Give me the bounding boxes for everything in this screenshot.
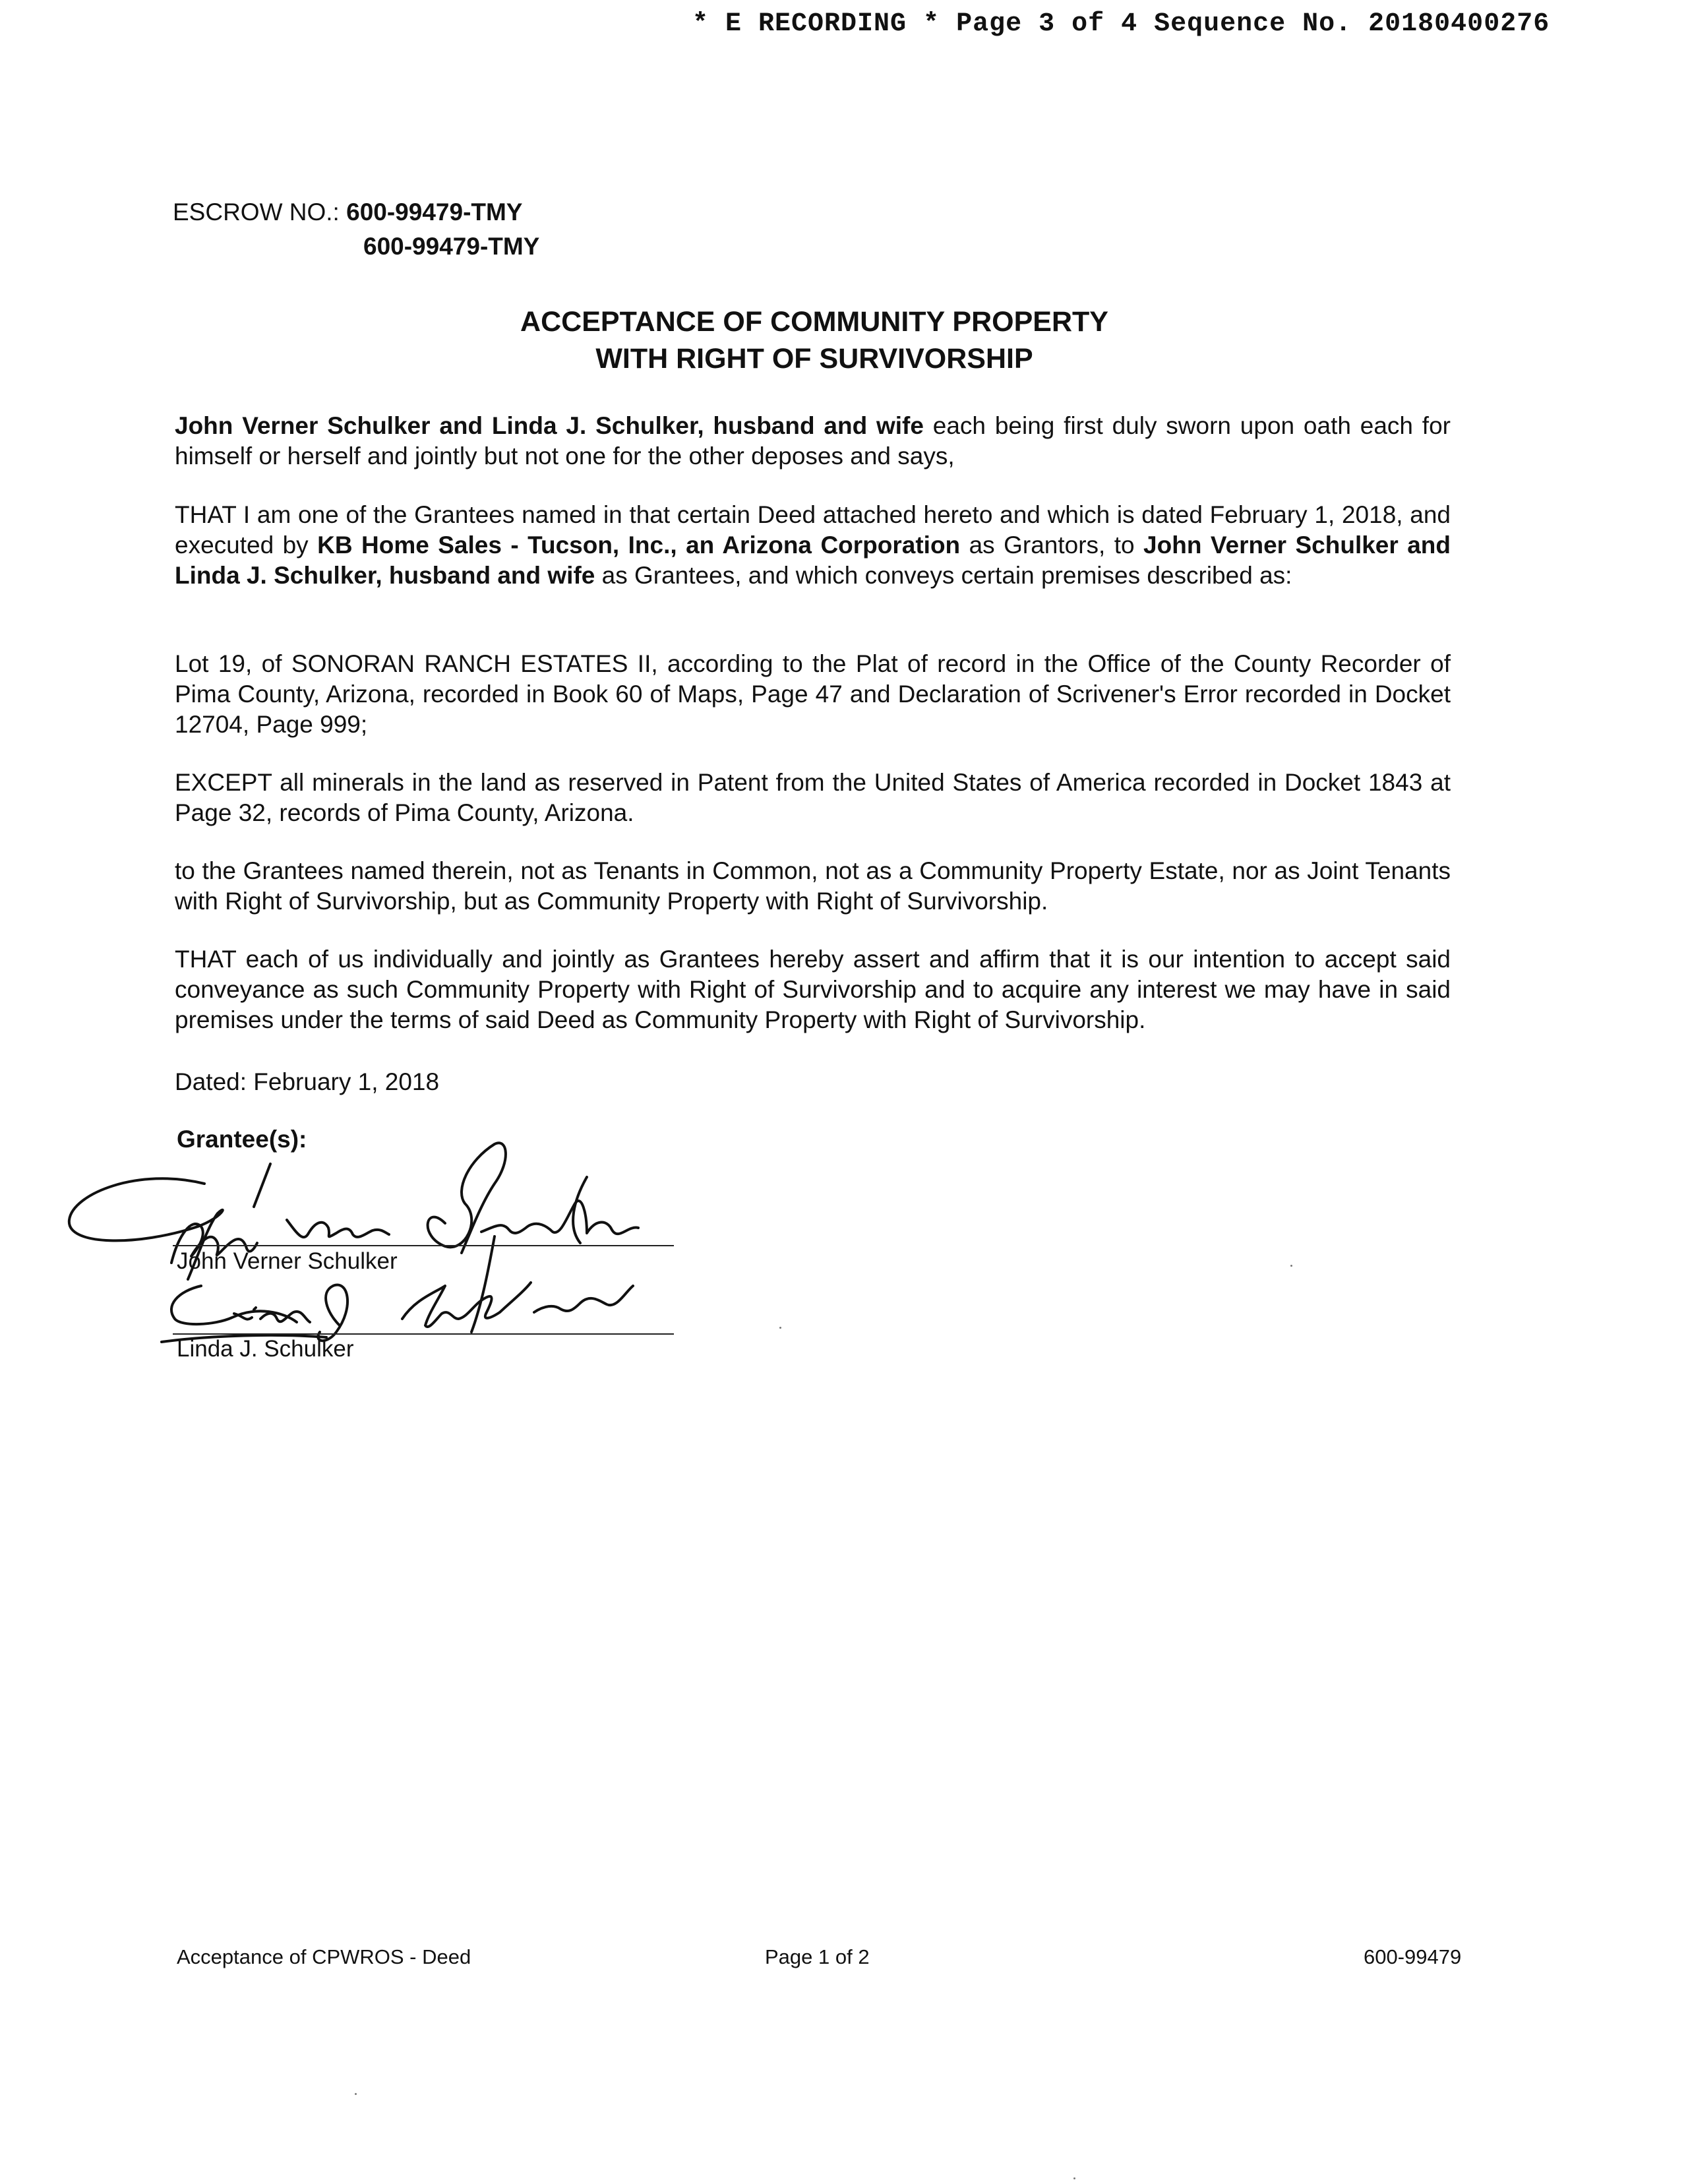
- grantor-name: KB Home Sales - Tucson, Inc., an Arizona Corporation: [317, 531, 961, 559]
- dated-line: Dated: February 1, 2018: [175, 1068, 440, 1095]
- handwritten-signatures: [59, 1121, 771, 1398]
- signature-line: [173, 1245, 674, 1246]
- footer-escrow-number: 600-99479: [1364, 1945, 1462, 1968]
- scan-speck: [1290, 1265, 1292, 1267]
- escrow-number: 600-99479-TMY: [363, 233, 540, 260]
- grantee-names: John Verner Schulker and Linda J. Schulker, husband and wife: [175, 412, 924, 439]
- tenancy-paragraph: to the Grantees named therein, not as Tenants in Common, not as a Community Property Estate, nor as Joint Tenants with Right of Survivorship, but as Community Property with Right of Survivorship.: [175, 857, 1451, 915]
- document-title: [0, 303, 1629, 377]
- recording-stamp: * E RECORDING * Page 3 of 4 Sequence No. 20180400276: [692, 9, 1550, 39]
- intro-text: each being first duly sworn upon oath each for himself or herself and jointly but not one for the other deposes and says,: [175, 412, 1451, 470]
- grantee-names: John Verner Schulker and Linda J. Schulker, husband and wife: [175, 531, 1451, 589]
- legal-description: Lot 19, of SONORAN RANCH ESTATES II, according to the Plat of record in the Office of the County Recorder of Pima County, Arizona, recorded in Book 60 of Maps, Page 47 and Declaration of Scrivener's Error recorded in Docket 12704, Page 999;: [175, 650, 1451, 738]
- deed-text-3: as Grantees, and which conveys certain premises described as:: [595, 562, 1292, 589]
- title-line-1: ACCEPTANCE OF COMMUNITY PROPERTY: [520, 306, 1108, 338]
- grantee-label: Grantee(s):: [177, 1126, 307, 1153]
- title-line-2: WITH RIGHT OF SURVIVORSHIP: [595, 343, 1033, 375]
- deed-text-1: THAT I am one of the Grantees named in that certain Deed attached hereto and which is dated February 1, 2018, and executed by: [175, 501, 1451, 559]
- footer-page-number: Page 1 of 2: [765, 1945, 870, 1968]
- scan-speck: [355, 2093, 357, 2095]
- signer-name: Linda J. Schulker: [177, 1336, 354, 1362]
- affirmation-paragraph: THAT each of us individually and jointly as Grantees hereby assert and affirm that it is our intention to accept said conveyance as such Community Property with Right of Survivorship and to acquire any interest we may have in said premises under the terms of said Deed as Community Property with Right of Survivorship.: [175, 946, 1451, 1033]
- escrow-block: [173, 195, 539, 264]
- deed-paragraph: [175, 500, 1451, 591]
- escrow-label: ESCROW NO.:: [173, 198, 340, 226]
- footer-document-name: Acceptance of CPWROS - Deed: [177, 1945, 471, 1968]
- signature-line: [173, 1333, 674, 1335]
- exception-paragraph: EXCEPT all minerals in the land as reserved in Patent from the United States of America recorded in Docket 1843 at Page 32, records of Pima County, Arizona.: [175, 769, 1451, 826]
- escrow-row-2: [173, 229, 539, 264]
- deed-text-2: as Grantors, to: [960, 531, 1144, 559]
- intro-paragraph: [175, 411, 1451, 471]
- escrow-row-1: [173, 195, 539, 229]
- escrow-number: 600-99479-TMY: [346, 198, 523, 226]
- signer-name: John Verner Schulker: [177, 1248, 398, 1274]
- scan-speck: [779, 1327, 781, 1329]
- scan-speck: [1073, 2177, 1075, 2179]
